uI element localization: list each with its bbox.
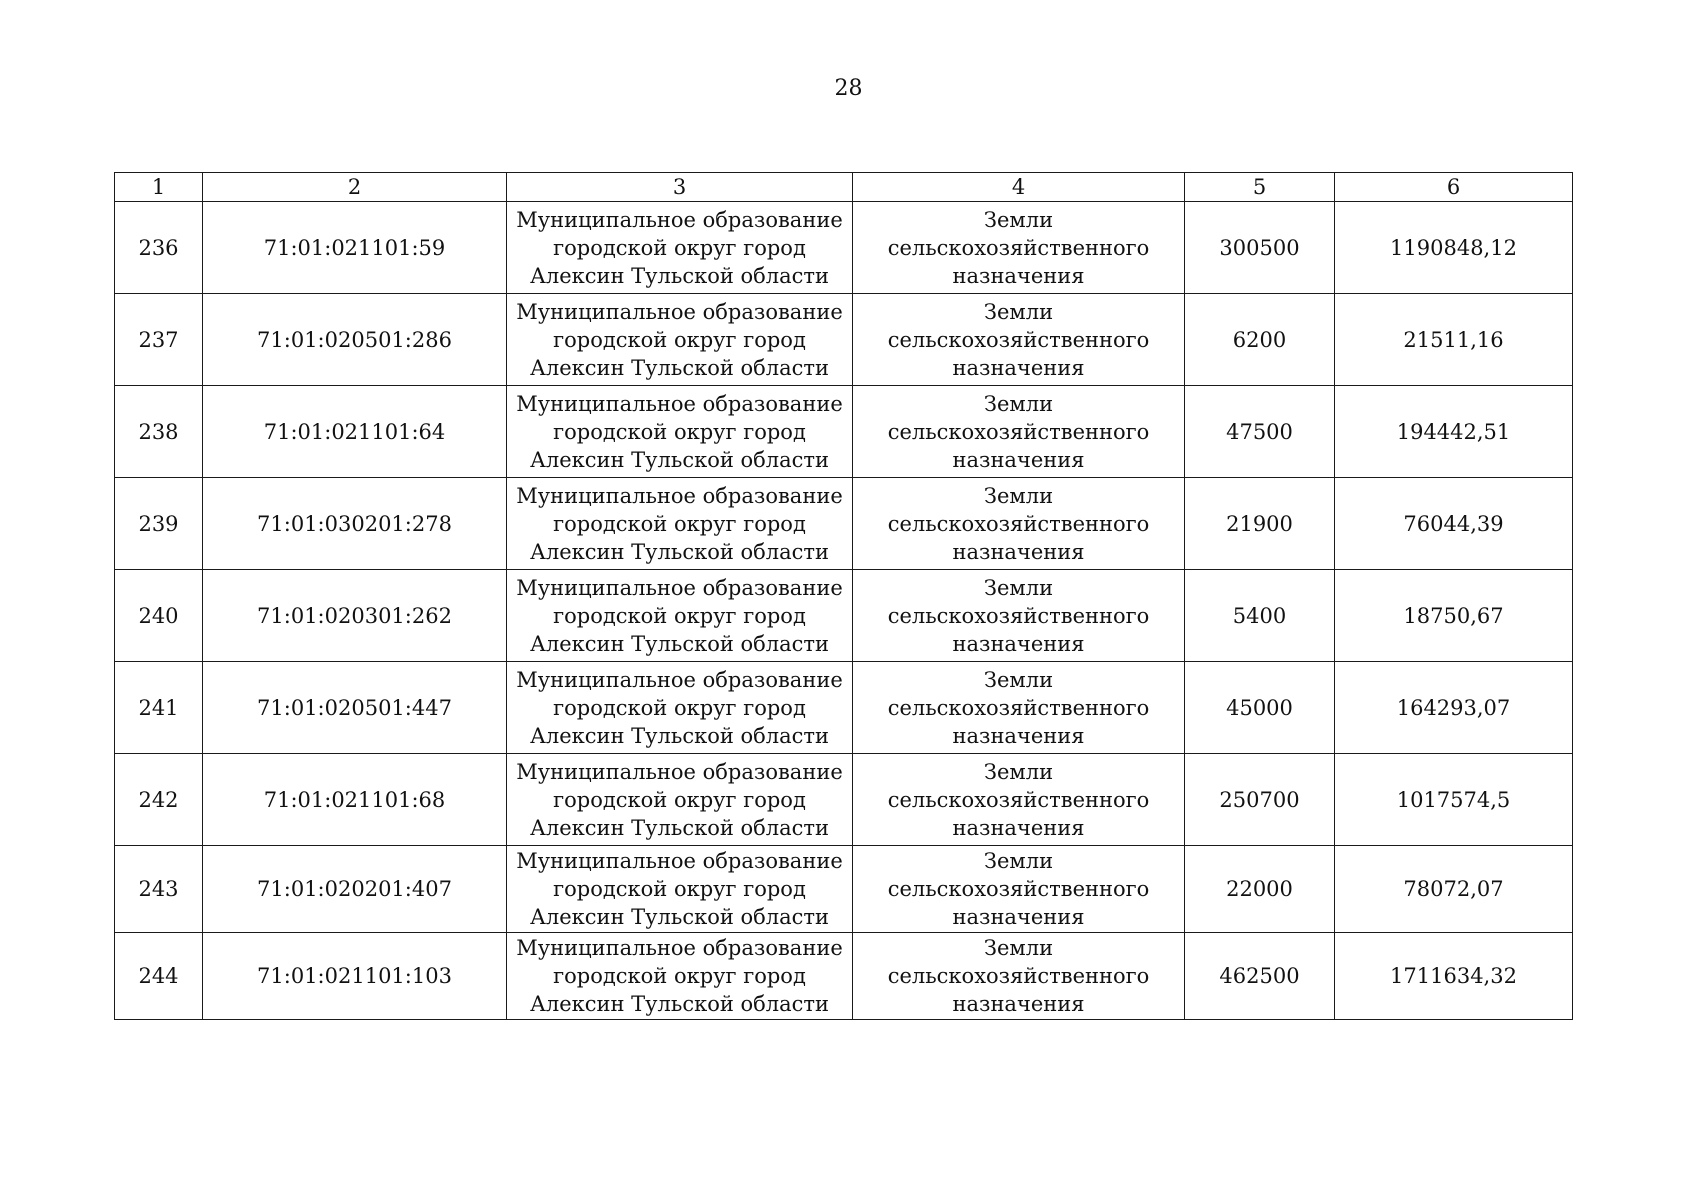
row-number-cell: 242: [115, 754, 203, 846]
cadastral-number-cell: 71:01:021101:59: [203, 202, 507, 294]
table-row: [115, 478, 1573, 570]
land-category-cell-line: Земли: [983, 667, 1054, 692]
land-category-cell-line: Земли: [983, 483, 1054, 508]
land-category-cell-line: сельскохозяйственного: [887, 787, 1150, 812]
land-category-cell-line: назначения: [952, 631, 1085, 656]
column-header: 3: [507, 173, 853, 202]
land-category-cell-line: назначения: [952, 992, 1085, 1016]
land-category-cell: [853, 933, 1185, 1020]
row-number-cell: 243: [115, 846, 203, 933]
owner-cell-line: Муниципальное образование: [516, 207, 843, 232]
land-category-cell-line: сельскохозяйственного: [887, 235, 1150, 260]
land-category-cell-line: назначения: [952, 539, 1085, 564]
land-category-cell: [853, 202, 1185, 294]
table-row: [115, 754, 1573, 846]
land-category-cell-line: сельскохозяйственного: [887, 511, 1150, 536]
value-cell: 1017574,5: [1335, 754, 1573, 846]
owner-cell-line: Алексин Тульской области: [529, 447, 830, 472]
area-cell: 5400: [1185, 570, 1335, 662]
land-category-cell: [853, 662, 1185, 754]
land-category-cell-line: назначения: [952, 447, 1085, 472]
owner-cell-line: городской округ город: [553, 603, 806, 628]
owner-cell-line: Алексин Тульской области: [529, 539, 830, 564]
owner-cell-line: Алексин Тульской области: [529, 992, 830, 1016]
land-category-cell-line: назначения: [952, 263, 1085, 288]
owner-cell: [507, 933, 853, 1020]
land-plots-table: [114, 172, 1573, 1020]
row-number-cell: 241: [115, 662, 203, 754]
column-header: 6: [1335, 173, 1573, 202]
value-cell: 194442,51: [1335, 386, 1573, 478]
value-cell: 1190848,12: [1335, 202, 1573, 294]
cadastral-number-cell: 71:01:021101:103: [203, 933, 507, 1020]
land-category-cell: [853, 754, 1185, 846]
owner-cell-line: городской округ город: [553, 235, 806, 260]
owner-cell-line: городской округ город: [553, 511, 806, 536]
land-category-cell: [853, 294, 1185, 386]
table-row: [115, 933, 1573, 1020]
table-row: [115, 846, 1573, 933]
column-header: 4: [853, 173, 1185, 202]
value-cell: 18750,67: [1335, 570, 1573, 662]
land-category-cell-line: назначения: [952, 355, 1085, 380]
owner-cell: [507, 846, 853, 933]
column-header: 5: [1185, 173, 1335, 202]
owner-cell-line: Алексин Тульской области: [529, 905, 830, 929]
row-number-cell: 244: [115, 933, 203, 1020]
land-category-cell: [853, 570, 1185, 662]
land-category-cell: [853, 478, 1185, 570]
owner-cell-line: городской округ город: [553, 695, 806, 720]
land-category-cell: [853, 386, 1185, 478]
owner-cell-line: Муниципальное образование: [516, 391, 843, 416]
owner-cell-line: городской округ город: [553, 964, 806, 988]
owner-cell: [507, 294, 853, 386]
land-category-cell-line: Земли: [983, 299, 1054, 324]
land-category-cell-line: назначения: [952, 815, 1085, 840]
area-cell: 6200: [1185, 294, 1335, 386]
owner-cell-line: Муниципальное образование: [516, 849, 843, 873]
owner-cell-line: Алексин Тульской области: [529, 815, 830, 840]
cadastral-number-cell: 71:01:020301:262: [203, 570, 507, 662]
cadastral-number-cell: 71:01:020201:407: [203, 846, 507, 933]
land-category-cell-line: назначения: [952, 905, 1085, 929]
value-cell: 164293,07: [1335, 662, 1573, 754]
land-category-cell-line: сельскохозяйственного: [887, 695, 1150, 720]
table-row: [115, 662, 1573, 754]
land-category-cell-line: Земли: [983, 575, 1054, 600]
owner-cell-line: Муниципальное образование: [516, 667, 843, 692]
table-row: [115, 294, 1573, 386]
land-category-cell-line: сельскохозяйственного: [887, 327, 1150, 352]
land-category-cell-line: сельскохозяйственного: [887, 603, 1150, 628]
owner-cell: [507, 754, 853, 846]
owner-cell-line: Муниципальное образование: [516, 483, 843, 508]
owner-cell-line: Муниципальное образование: [516, 759, 843, 784]
owner-cell-line: Алексин Тульской области: [529, 631, 830, 656]
land-category-cell-line: назначения: [952, 723, 1085, 748]
land-category-cell-line: Земли: [983, 207, 1054, 232]
table-row: [115, 202, 1573, 294]
owner-cell-line: Алексин Тульской области: [529, 723, 830, 748]
row-number-cell: 239: [115, 478, 203, 570]
land-category-cell-line: Земли: [983, 936, 1054, 960]
owner-cell-line: городской округ город: [553, 787, 806, 812]
value-cell: 1711634,32: [1335, 933, 1573, 1020]
area-cell: 45000: [1185, 662, 1335, 754]
row-number-cell: 240: [115, 570, 203, 662]
value-cell: 78072,07: [1335, 846, 1573, 933]
owner-cell-line: Алексин Тульской области: [529, 263, 830, 288]
owner-cell-line: городской округ город: [553, 327, 806, 352]
value-cell: 21511,16: [1335, 294, 1573, 386]
area-cell: 21900: [1185, 478, 1335, 570]
land-category-cell-line: Земли: [983, 391, 1054, 416]
area-cell: 300500: [1185, 202, 1335, 294]
owner-cell-line: Муниципальное образование: [516, 936, 843, 960]
owner-cell-line: городской округ город: [553, 877, 806, 901]
owner-cell: [507, 202, 853, 294]
cadastral-number-cell: 71:01:030201:278: [203, 478, 507, 570]
row-number-cell: 236: [115, 202, 203, 294]
column-header: 1: [115, 173, 203, 202]
owner-cell-line: Муниципальное образование: [516, 575, 843, 600]
owner-cell: [507, 570, 853, 662]
cadastral-number-cell: 71:01:021101:64: [203, 386, 507, 478]
land-category-cell-line: Земли: [983, 759, 1054, 784]
cadastral-number-cell: 71:01:020501:447: [203, 662, 507, 754]
area-cell: 22000: [1185, 846, 1335, 933]
row-number-cell: 238: [115, 386, 203, 478]
land-category-cell-line: сельскохозяйственного: [887, 419, 1150, 444]
owner-cell: [507, 478, 853, 570]
owner-cell-line: Алексин Тульской области: [529, 355, 830, 380]
owner-cell: [507, 386, 853, 478]
area-cell: 47500: [1185, 386, 1335, 478]
row-number-cell: 237: [115, 294, 203, 386]
owner-cell-line: городской округ город: [553, 419, 806, 444]
land-category-cell-line: Земли: [983, 849, 1054, 873]
cadastral-number-cell: 71:01:020501:286: [203, 294, 507, 386]
owner-cell-line: Муниципальное образование: [516, 299, 843, 324]
land-category-cell-line: сельскохозяйственного: [887, 877, 1150, 901]
column-header: 2: [203, 173, 507, 202]
cadastral-number-cell: 71:01:021101:68: [203, 754, 507, 846]
column-number-row: [115, 173, 1573, 202]
area-cell: 250700: [1185, 754, 1335, 846]
page-number: 28: [834, 76, 863, 101]
table-row: [115, 570, 1573, 662]
table-row: [115, 386, 1573, 478]
owner-cell: [507, 662, 853, 754]
land-category-cell: [853, 846, 1185, 933]
value-cell: 76044,39: [1335, 478, 1573, 570]
land-category-cell-line: сельскохозяйственного: [887, 964, 1150, 988]
area-cell: 462500: [1185, 933, 1335, 1020]
